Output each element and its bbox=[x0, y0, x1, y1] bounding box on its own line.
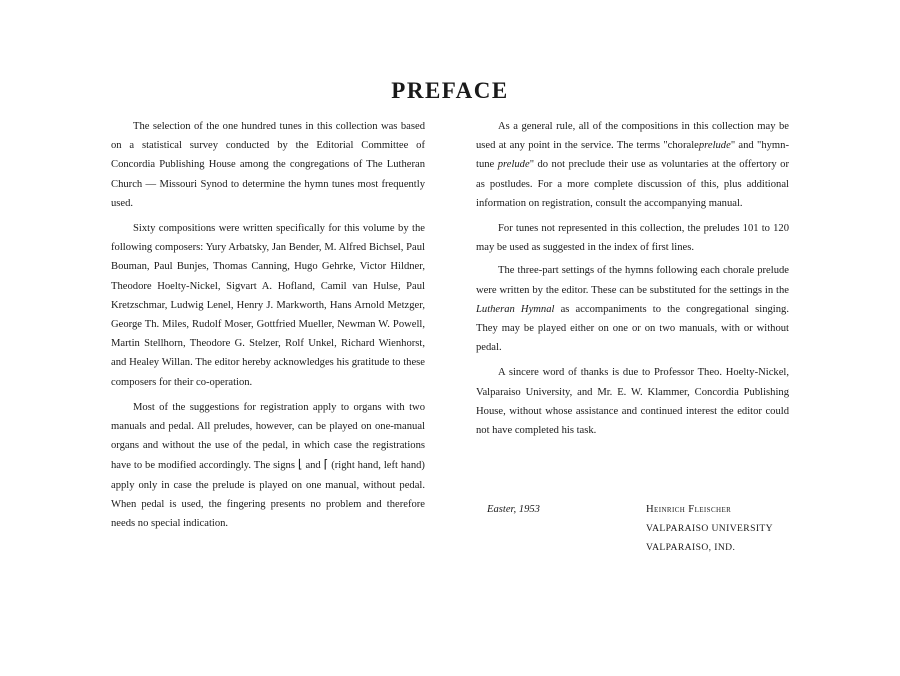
signature-date: Easter, 1953 bbox=[487, 504, 540, 515]
paragraph-other-tunes: For tunes not represented in this collection, the preludes 101 to 120 may be used as suggested in the index of first lines. bbox=[476, 223, 789, 254]
paragraph-three-part-settings bbox=[476, 261, 789, 357]
general-rule-a: As a general rule, all of the compositions in this collection may be used at any point in the service. The terms "chorale bbox=[476, 121, 789, 152]
registration-text-a: Most of the suggestions for registration apply to organs with two manuals and pedal. All preludes, however, can be played on one-manual organs and without the use of the pedal, in which case the registrations have to be modified accordingly. The signs bbox=[111, 401, 425, 472]
right-hand-sign-icon: ⌊ bbox=[297, 457, 303, 472]
general-rule-c: " do not preclude their use as voluntaries at the offertory or as postludes. For a more complete discussion of this, plus additional information on registration, consult the accompanying manual. bbox=[476, 159, 789, 209]
paragraph-thanks: A sincere word of thanks is due to Professor Theo. Hoelty-Nickel, Valparaiso University, and Mr. E. W. Klammer, Concordia Publishing House, without whose assistance and continued interest the editor could not have completed his task. bbox=[476, 367, 789, 437]
registration-and: and bbox=[305, 460, 321, 472]
paragraph-registration bbox=[111, 398, 425, 533]
general-rule-em-2: prelude bbox=[497, 159, 530, 171]
general-rule-em-1: prelude bbox=[698, 140, 731, 152]
signature-location: VALPARAISO, IND. bbox=[646, 542, 736, 553]
left-hand-sign-icon: ⌈ bbox=[323, 457, 329, 472]
right-column bbox=[476, 117, 789, 446]
lutheran-hymnal-title: Lutheran Hymnal bbox=[476, 303, 555, 315]
signature-name: Heinrich Fleischer bbox=[646, 504, 732, 515]
paragraph-tune-selection: The selection of the one hundred tunes in this collection was based on a statistical survey conducted by the Editorial Committee of Concordia Publishing House among the congregations of The Lutheran Church — Missouri Synod to determine the hymn tunes most frequently used. bbox=[111, 121, 425, 209]
page-title: PREFACE bbox=[391, 78, 509, 103]
signature-block bbox=[646, 500, 773, 557]
registration-text-b: (right hand, left hand) apply only in case the prelude is played on one manual, without pedal. When pedal is used, the fingering presents no problem and therefore needs no special indication. bbox=[111, 460, 425, 530]
general-rule-b: " and "hymn-tune bbox=[476, 140, 789, 171]
signature-affiliation: VALPARAISO UNIVERSITY bbox=[646, 523, 774, 534]
paragraph-composers: Sixty compositions were written specifically for this volume by the following composers: Yury Arbatsky, Jan Bender, M. Alfred Bichsel, Paul Bouman, Paul Bunjes, Thomas Canning, Hugo Gehrke, Victor Hildner, Theodore Hoelty-Nickel, Sigvart A. Hofland, Camil van Hulse, Paul Kretzschmar, Ludwig Lenel, Henry J. Markworth, Hans Arnold Metzger, George Th. Miles, Rudolf Moser, Gottfried Mueller, Newman W. Powell, Martin Stellhorn, Theodore G. Stelzer, Rolf Unkel, Richard Wienhorst, and Healey Willan. The editor hereby acknowledges his gratitude to these composers for their co-operation. bbox=[111, 223, 425, 388]
settings-text-a: The three-part settings of the hymns following each chorale prelude were written by the editor. These can be substituted for the settings in the bbox=[476, 265, 789, 296]
left-column bbox=[111, 117, 425, 539]
paragraph-general-rule bbox=[476, 117, 789, 213]
settings-text-b: as accompaniments to the congregational singing. They may be played either on one or on two manuals, with or without pedal. bbox=[476, 303, 789, 354]
